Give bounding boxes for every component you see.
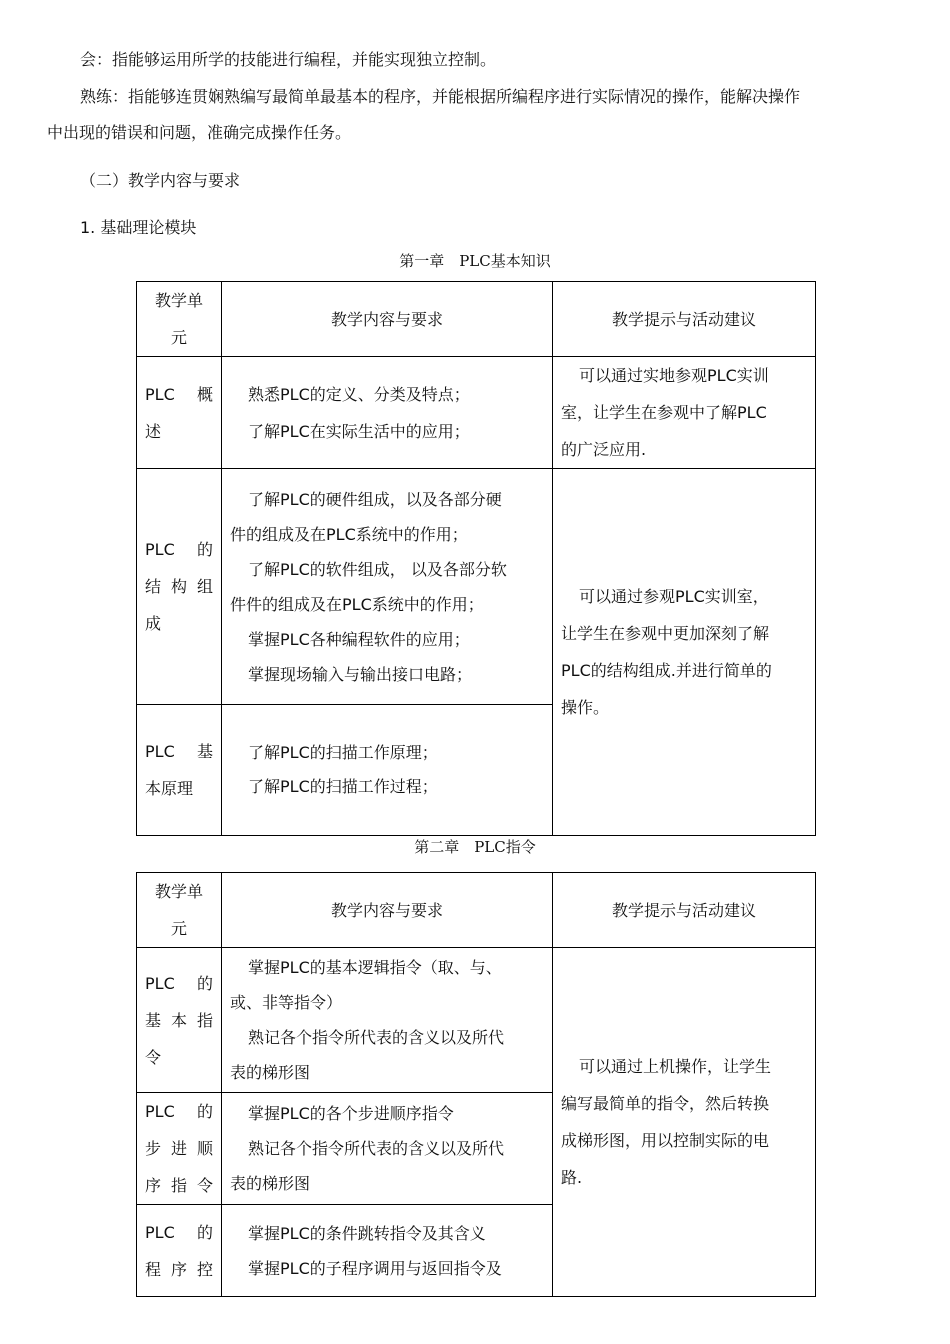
chapter1-table: [136, 281, 816, 836]
header-unit: 教学单 元: [137, 282, 222, 357]
content-cell: 了解PLC的硬件组成，以及各部分硬 件的组成及在PLC系统中的作用； 了解PLC的软件组成， 以及各部分软 件件的组成及在PLC系统中的作用； 掌握PLC各种编程软件的应用； 掌握现场输入与输出接口电路；: [222, 469, 553, 705]
unit-cell: PLC 概 述: [137, 357, 222, 469]
header-unit: 教学单 元: [137, 873, 222, 948]
header-tips: 教学提示与活动建议: [553, 873, 816, 948]
header-content: 教学内容与要求: [222, 282, 553, 357]
chapter1-caption: 第一章 PLC基本知识: [399, 252, 551, 270]
content-cell: 了解PLC的扫描工作原理； 了解PLC的扫描工作过程；: [222, 705, 553, 836]
unit-cell: PLC 的 步进顺 序指令: [137, 1093, 222, 1205]
chapter2-table: [136, 872, 816, 1297]
paragraph-hui: 会：指能够运用所学的技能进行编程，并能实现独立控制。: [80, 50, 497, 69]
table-header-row: [137, 282, 816, 357]
table-row: [137, 357, 816, 469]
chapter2-caption: 第二章 PLC指令: [414, 838, 536, 856]
unit-cell: PLC 的 基本指 令: [137, 948, 222, 1093]
table-row: [137, 469, 816, 705]
header-tips: 教学提示与活动建议: [553, 282, 816, 357]
content-cell: 掌握PLC的条件跳转指令及其含义 掌握PLC的子程序调用与返回指令及: [222, 1205, 553, 1297]
table-header-row: [137, 873, 816, 948]
unit-cell: PLC 基 本原理: [137, 705, 222, 836]
tips-cell: 可以通过实地参观PLC实训 室，让学生在参观中了解PLC 的广泛应用.: [553, 357, 816, 469]
content-cell: 掌握PLC的基本逻辑指令（取、与、 或、非等指令） 熟记各个指令所代表的含义以及所代 表的梯形图: [222, 948, 553, 1093]
paragraph-shulian-line1: 熟练：指能够连贯娴熟编写最简单最基本的程序，并能根据所编程序进行实际情况的操作，能解决操作: [80, 87, 801, 106]
paragraph-shulian-line2: 中出现的错误和问题，准确完成操作任务。: [47, 123, 352, 142]
tips-cell: 可以通过参观PLC实训室， 让学生在参观中更加深刻了解 PLC的结构组成.并进行简单的 操作。: [553, 469, 816, 836]
header-content: 教学内容与要求: [222, 873, 553, 948]
content-cell: 掌握PLC的各个步进顺序指令 熟记各个指令所代表的含义以及所代 表的梯形图: [222, 1093, 553, 1205]
content-cell: 熟悉PLC的定义、分类及特点； 了解PLC在实际生活中的应用；: [222, 357, 553, 469]
table-row: [137, 948, 816, 1093]
module-heading: 1. 基础理论模块: [80, 218, 197, 237]
tips-cell: 可以通过上机操作，让学生 编写最简单的指令，然后转换 成梯形图，用以控制实际的电 路.: [553, 948, 816, 1297]
section-heading: （二）教学内容与要求: [80, 171, 241, 190]
unit-cell: PLC 的 程序控: [137, 1205, 222, 1297]
unit-cell: PLC 的 结构组 成: [137, 469, 222, 705]
